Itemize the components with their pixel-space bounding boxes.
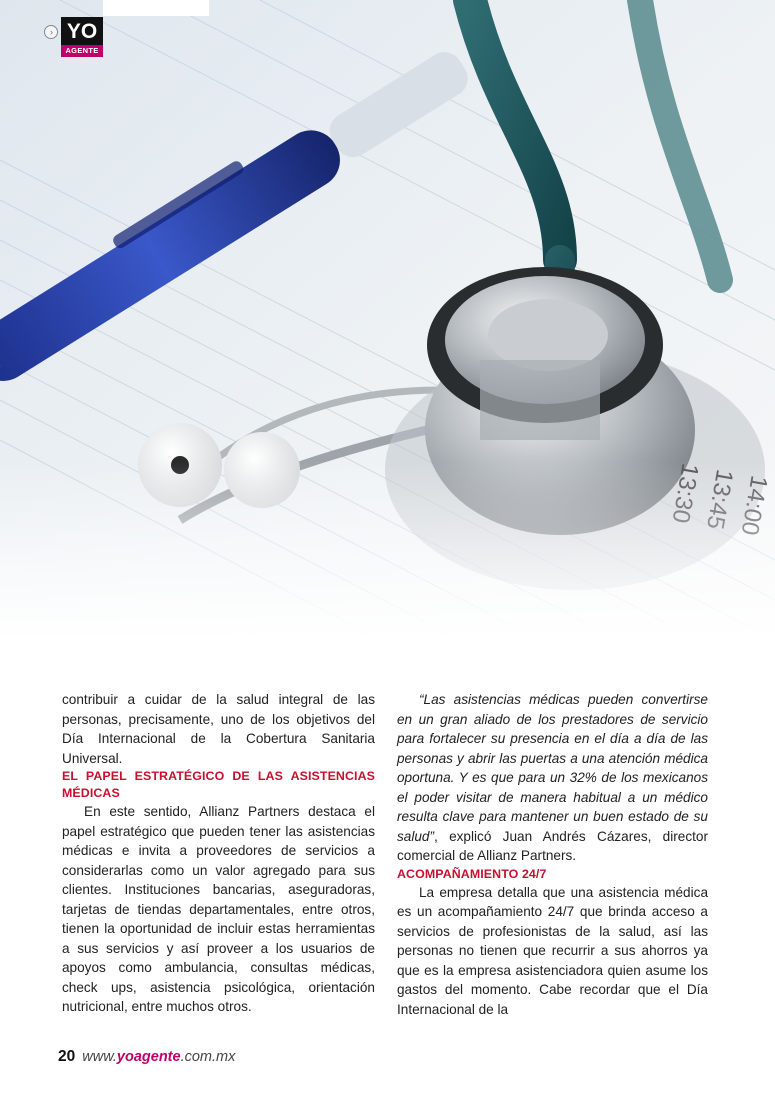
left-intro-paragraph: contribuir a cuidar de la salud integral de las personas, precisamente, uno de los objetivos del Día Internacional de la Cobertura Sanitaria Universal. bbox=[62, 692, 375, 766]
page-number: 20 bbox=[58, 1048, 76, 1065]
url-prefix: www. bbox=[82, 1049, 117, 1065]
logo-agente-text: AGENTE bbox=[61, 45, 103, 57]
logo-yo-text: YO bbox=[61, 17, 103, 45]
right-body-paragraph: La empresa detalla que una asistencia médica es un acompañamiento 24/7 que brinda acceso a servicios de profesionistas de la salud, así las personas no tienen que recurrir a sus ahorros ya que es la empresa asistenciadora quien asume los gastos del momento. Cabe recordar que el Día Internacional de la bbox=[397, 884, 708, 1017]
right-column bbox=[397, 690, 708, 1019]
left-column bbox=[62, 690, 375, 1017]
website-url[interactable] bbox=[82, 1049, 235, 1065]
url-brand: yoagente bbox=[116, 1049, 181, 1065]
quote-attribution: , explicó Juan Andrés Cázares, director comercial de Allianz Partners. bbox=[397, 828, 708, 863]
arrow-glyph: › bbox=[50, 26, 53, 37]
top-white-tab bbox=[103, 0, 209, 16]
yo-agente-logo bbox=[61, 17, 103, 57]
left-body-paragraph: En este sentido, Allianz Partners destaca el papel estratégico que pueden tener las asistencias médicas e invita a proveedores de servicios a considerarlas como un valor agregado para sus clientes. Instituciones bancarias, aseguradoras, tarjetas de tiendas departamentales, entre otros, tienen la oportunidad de incluir estas herramientas a sus servicios y así proveer a los usuarios de apoyos como ambulancia, consultas médicas, check ups, asistencia psicológica, orientación nutricional, entre muchos otros. bbox=[62, 804, 375, 1014]
quote-paragraph bbox=[397, 690, 708, 866]
page-footer bbox=[58, 1048, 235, 1070]
url-suffix: .com.mx bbox=[180, 1049, 236, 1065]
quote-text: “Las asistencias médicas pueden convertirse en un gran aliado de los prestadores de servicio para fortalecer su presencia en el día a día de las personas y abrir las puertas a una atención médica oportuna. Y es que para un 32% de los mexicanos el poder visitar de manera habitual a un médico resulta clave para mantener un buen estado de su salud” bbox=[397, 692, 708, 844]
section-heading-papel-estrategico: EL PAPEL ESTRATÉGICO DE LAS ASISTENCIAS MÉDICAS bbox=[62, 769, 375, 800]
next-arrow-icon[interactable] bbox=[44, 25, 58, 39]
section-heading-acompanamiento: ACOMPAÑAMIENTO 24/7 bbox=[397, 866, 547, 881]
